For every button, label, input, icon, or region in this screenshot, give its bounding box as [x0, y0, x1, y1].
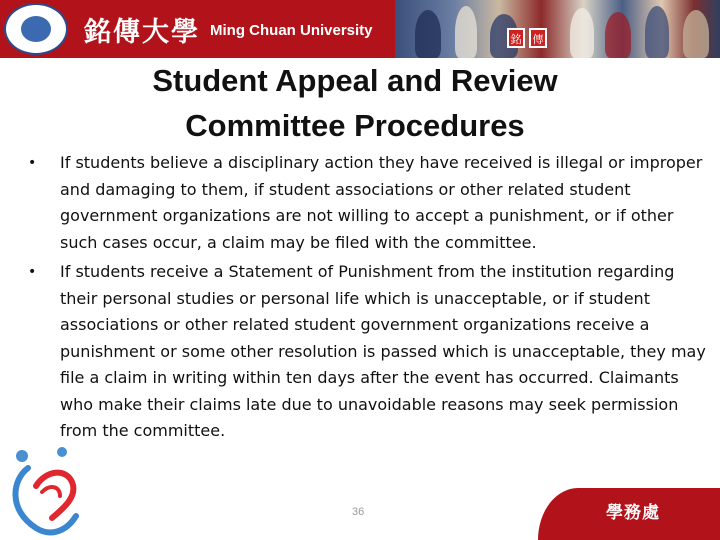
header-photo-collage — [395, 0, 720, 58]
heart-figure-logo-icon — [6, 444, 98, 540]
bullet-text: If students believe a disciplinary action they have received is illegal or improper and damaging to them, if student associations or other related student government organizations are not willing to accept a punishment, or if other such cases occur, a claim may be filed with the committee. — [60, 153, 703, 252]
page-number: 36 — [352, 506, 365, 518]
header-banner — [0, 0, 720, 58]
university-chinese-name: 銘傳大學 — [84, 17, 200, 48]
office-label: 學務處 — [606, 503, 660, 523]
bullet-dot-icon: • — [28, 264, 37, 280]
slide-title-line1: Student Appeal and Review — [152, 63, 558, 98]
university-seal-icon — [4, 3, 68, 55]
slide-title — [120, 58, 590, 148]
slide-title-line2: Committee Procedures — [185, 108, 525, 143]
bullet-dot-icon: • — [28, 155, 37, 171]
photo-sign-left: 銘 — [507, 28, 525, 48]
bullet-text: If students receive a Statement of Punishment from the institution regarding their personal studies or personal life which is unacceptable, or if student associations or other related student government organizations receive a punishment or some other resolution is passed which is unacceptable, they may file a claim in writing within ten days after the event has occurred. Claimants who make their claims late due to unavoidable reasons may seek permission from the committee. — [60, 262, 706, 440]
bullet-list — [22, 150, 712, 448]
photo-sign-right: 傳 — [529, 28, 547, 48]
bullet-item — [22, 259, 712, 445]
university-english-name: Ming Chuan University — [210, 22, 373, 39]
bullet-item — [22, 150, 712, 256]
office-label-badge — [538, 488, 720, 540]
